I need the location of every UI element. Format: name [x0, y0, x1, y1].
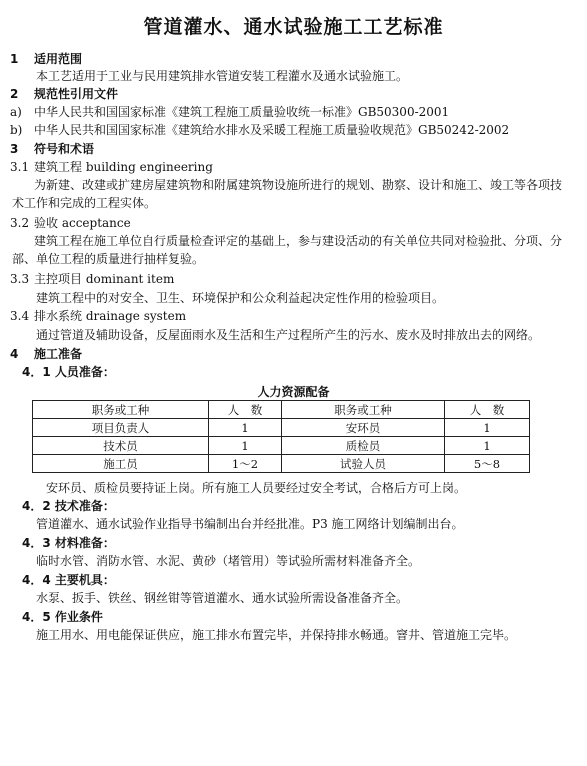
table-title: 人力资源配备	[257, 385, 330, 399]
term-number: 3.3	[10, 272, 30, 286]
section-4-title: 施工准备	[34, 347, 83, 361]
section-1-text: 本工艺适用于工业与民用建筑排水管道安装工程灌水及通水试验施工。	[36, 69, 409, 83]
table-row	[33, 455, 530, 473]
term-number: 3.4	[10, 309, 30, 323]
table-cell: 施工员	[33, 455, 209, 473]
staffing-table	[32, 400, 530, 473]
term-heading	[10, 214, 131, 232]
section-1-number: 1	[10, 52, 19, 66]
reference-label: b)	[10, 123, 23, 137]
table-cell: 1	[445, 437, 530, 455]
term-heading	[10, 307, 186, 325]
section-1-heading	[10, 50, 82, 68]
table-row	[33, 419, 530, 437]
term-definition: 建筑工程中的对安全、卫生、环境保护和公众利益起决定性作用的检验项目。	[36, 291, 445, 305]
term-name: 排水系统 drainage system	[34, 309, 187, 323]
section-2-number: 2	[10, 87, 19, 101]
subsection-4-5-label: 4．5 作业条件	[22, 610, 103, 624]
document-title: 管道灌水、通水试验施工工艺标准	[143, 16, 444, 38]
header-cell: 职务或工种	[33, 401, 209, 419]
header-cell: 人 数	[445, 401, 530, 419]
section-1-title: 适用范围	[34, 52, 83, 66]
section-4-number: 4	[10, 347, 19, 361]
section-3-number: 3	[10, 142, 19, 156]
table-cell: 5～8	[445, 455, 530, 473]
header-cell: 职务或工种	[282, 401, 445, 419]
reference-text: 中华人民共和国国家标准《建筑工程施工质量验收统一标准》GB50300-2001	[34, 105, 450, 119]
table-cell: 试验人员	[282, 455, 445, 473]
table-cell: 1～2	[209, 455, 282, 473]
subsection-4-5-text: 施工用水、用电能保证供应，施工排水布置完毕，并保持排水畅通。窨井、管道施工完毕。	[36, 628, 517, 642]
reference-item	[10, 103, 449, 121]
section-3-heading	[10, 140, 94, 158]
term-heading	[10, 158, 213, 176]
table-cell: 安环员	[282, 419, 445, 437]
subsection-4-2-text: 管道灌水、通水试验作业指导书编制出台并经批准。P3 施工网络计划编制出台。	[36, 517, 464, 531]
table-cell: 项目负责人	[33, 419, 209, 437]
section-2-title: 规范性引用文件	[34, 87, 119, 101]
term-name: 建筑工程 building engineering	[34, 160, 213, 174]
subsection-4-3-label: 4．3 材料准备：	[22, 536, 115, 550]
subsection-4-3-text: 临时水管、消防水管、水泥、黄砂（堵管用）等试验所需材料准备齐全。	[36, 554, 421, 568]
subsection-4-1-label: 4．1 人员准备：	[22, 365, 115, 379]
section-2-heading	[10, 85, 118, 103]
header-cell: 人 数	[209, 401, 282, 419]
term-definition: 通过管道及辅助设备，反屋面雨水及生活和生产过程所产生的污水、废水及时排放出去的网络。	[36, 328, 541, 342]
subsection-4-2-label: 4．2 技术准备：	[22, 499, 115, 513]
reference-text: 中华人民共和国国家标准《建筑给水排水及采暖工程施工质量验收规范》GB50242-2002	[34, 123, 510, 137]
table-cell: 1	[209, 437, 282, 455]
term-definition: 为新建、改建或扩建房屋建筑物和附属建筑物设施所进行的规划、勘察、设计和施工、竣工等各项技术工作和完成的工程实体。	[12, 178, 563, 210]
section-3-title: 符号和术语	[34, 142, 95, 156]
term-name: 验收 acceptance	[34, 216, 131, 230]
table-cell: 1	[445, 419, 530, 437]
subsection-4-4-label: 4．4 主要机具：	[22, 573, 115, 587]
section-4-heading	[10, 345, 82, 363]
table-cell: 1	[209, 419, 282, 437]
reference-item	[10, 121, 509, 139]
term-definition: 建筑工程在施工单位自行质量检查评定的基础上，参与建设活动的有关单位共同对检验批、分项、分部、单位工程的质量进行抽样复验。	[12, 234, 563, 266]
term-number: 3.2	[10, 216, 30, 230]
term-name: 主控项目 dominant item	[34, 272, 175, 286]
term-heading	[10, 270, 174, 288]
subsection-4-4-text: 水泵、扳手、铁丝、钢丝钳等管道灌水、通水试验所需设备准备齐全。	[36, 591, 409, 605]
table-header-row	[33, 401, 530, 419]
staffing-note: 安环员、质检员要持证上岗。所有施工人员要经过安全考试，合格后方可上岗。	[46, 481, 467, 495]
table-cell: 质检员	[282, 437, 445, 455]
reference-label: a)	[10, 105, 22, 119]
term-number: 3.1	[10, 160, 30, 174]
table-cell: 技术员	[33, 437, 209, 455]
table-row	[33, 437, 530, 455]
